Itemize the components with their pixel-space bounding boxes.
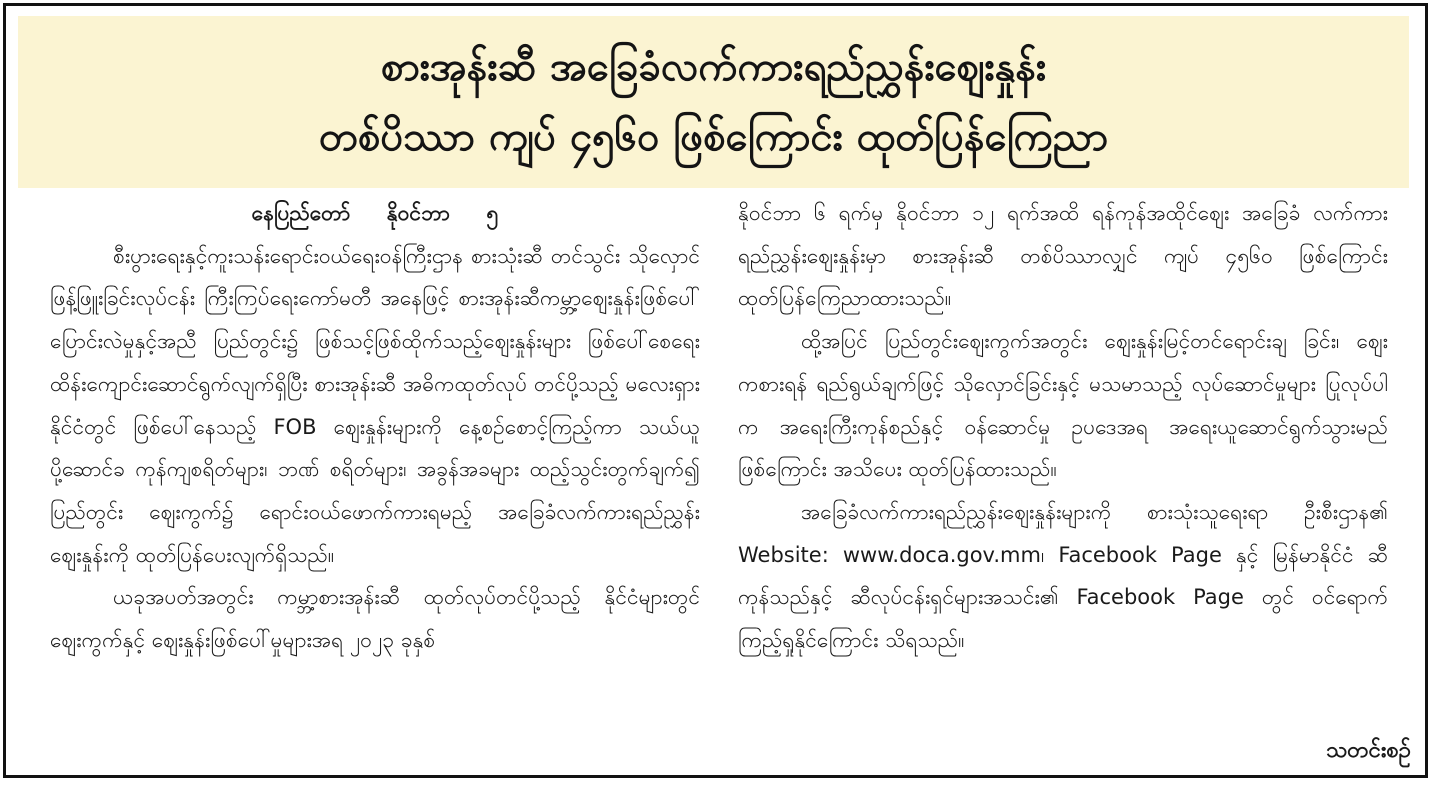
paragraph: ထို့အပြင် ပြည်တွင်းဈေးကွက်အတွင်း ဈေးနှုန်းမြင့်တင်ရောင်းချ ခြင်း၊ ဈေးကစားရန် ရည်ရွယ်ချက်ဖြင့် သိုလှောင်ခြင်းနှင့် မသမာသည့် လုပ်ဆောင်မှုများ ပြုလုပ်ပါက အရေးကြီးကုန်စည်နှင့် ဝန်ဆောင်မှု ဥပဒေအရ အရေးယူဆောင်ရွက်သွားမည်ဖြစ်ကြောင်း အသိပေး ထုတ်ပြန်ထားသည်။ xyxy=(738,329,1388,482)
dateline: နေပြည်တော် နိုဝင်ဘာ ၅ xyxy=(251,201,499,225)
headline-line-2: တစ်ပိဿာ ကျပ် ၄၅၆၀ ဖြစ်ကြောင်း ထုတ်ပြန်ကြေညာ xyxy=(318,114,1109,160)
headline-line-1: စားအုန်းဆီ အခြေခံလက်ကားရည်ညွှန်းဈေးနှုန်း xyxy=(380,44,1047,90)
paragraph: ယခုအပတ်အတွင်း ကမ္ဘာ့စားအုန်းဆီ ထုတ်လုပ်တင်ပို့သည့် နိုင်ငံများတွင် ဈေးကွက်နှင့် ဈေးနှုန်းဖြစ်ပေါ်မှုများအရ ၂၀၂၃ ခုနှစ် xyxy=(50,585,700,653)
paragraph: စီးပွားရေးနှင့်ကူးသန်းရောင်းဝယ်ရေးဝန်ကြီးဌာန စားသုံးဆီ တင်သွင်း သိုလှောင်ဖြန့်ဖြူးခြင်းလုပ်ငန်း ကြီးကြပ်ရေးကော်မတီ အနေဖြင့် စားအုန်းဆီကမ္ဘာ့ဈေးနှုန်းဖြစ်ပေါ်ပြောင်းလဲမှုနှင့်အညီ ပြည်တွင်း၌ ဖြစ်သင့်ဖြစ်ထိုက်သည့်ဈေးနှုန်းများ ဖြစ်ပေါ်စေရေး ထိန်းကျောင်းဆောင်ရွက်လျက်ရှိပြီး စားအုန်းဆီ အဓိကထုတ်လုပ် တင်ပို့သည့် မလေးရှားနိုင်ငံတွင် ဖြစ်ပေါ်နေသည့် FOB ဈေးနှုန်းများကို နေ့စဉ်စောင့်ကြည့်ကာ သယ်ယူပို့ဆောင်ခ ကုန်ကျစရိတ်များ၊ ဘဏ် စရိတ်များ၊ အခွန်အခများ ထည့်သွင်းတွက်ချက်၍ ပြည်တွင်း ဈေးကွက်၌ ရောင်းဝယ်ဖောက်ကားရမည့် အခြေခံလက်ကားရည်ညွှန်း ဈေးနှုန်းကို ထုတ်ပြန်ပေးလျက်ရှိသည်။ xyxy=(50,243,700,567)
byline: သတင်းစဉ် xyxy=(1325,738,1411,763)
paragraph: နိုဝင်ဘာ ၆ ရက်မှ နိုဝင်ဘာ ၁၂ ရက်အထိ ရန်ကုန်အထိုင်ဈေး အခြေခံ လက်ကားရည်ညွှန်းဈေးနှုန်းမှာ စားအုန်းဆီ တစ်ပိဿာလျှင် ကျပ် ၄၅၆၀ ဖြစ်ကြောင်း ထုတ်ပြန်ကြေညာထားသည်။ xyxy=(738,201,1388,311)
paragraph: အခြေခံလက်ကားရည်ညွှန်းဈေးနှုန်းများကို စားသုံးသူရေးရာ ဦးစီးဌာန၏ Website: www.doca.gov.mm၊ Facebook Page နှင့် မြန်မာနိုင်ငံ ဆီကုန်သည်နှင့် ဆီလုပ်ငန်းရှင်များအသင်း၏ Facebook Page တွင် ဝင်ရောက်ကြည့်ရှုနိုင်ကြောင်း သိရသည်။ xyxy=(738,499,1388,653)
left-column xyxy=(50,192,700,662)
headline-banner xyxy=(18,16,1409,188)
right-column xyxy=(738,192,1388,662)
